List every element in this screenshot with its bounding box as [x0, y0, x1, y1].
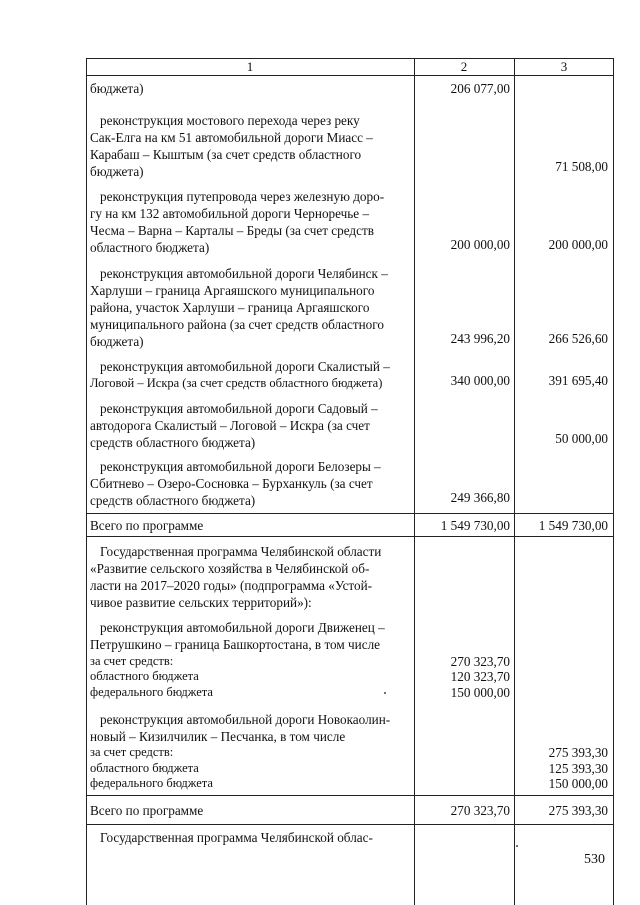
row-text-line: областного бюджета) [90, 240, 210, 255]
row-text-line: Харлуши – граница Аргаяшского муниципального [90, 283, 375, 298]
program-heading-line: чивое развитие сельских территорий»): [90, 595, 312, 610]
row-text-line: Карабаш – Кыштым (за счет средств областного [90, 147, 362, 162]
row-border [86, 795, 614, 796]
row-text-line: областного бюджета [90, 669, 199, 683]
row-text-line: реконструкция автомобильной дороги Скалистый – [100, 359, 390, 374]
value-col-2: 120 323,70 [450, 669, 510, 684]
row-text-line: бюджета) [90, 164, 144, 179]
total-label: Всего по программе [90, 518, 204, 533]
header-bottom-border [86, 75, 614, 76]
value-col-3: 50 000,00 [555, 431, 608, 446]
row-text-line: реконструкция автомобильной дороги Белозеры – [100, 459, 381, 474]
row-text-line: реконструкция автомобильной дороги Челябинск – [100, 266, 388, 281]
row-border [86, 824, 614, 825]
value-col-3: 71 508,00 [555, 159, 608, 174]
column-divider [514, 58, 515, 905]
row-text-line: федерального бюджета [90, 685, 213, 699]
value-col-3: 266 526,60 [548, 331, 608, 346]
value-col-3: 125 393,30 [548, 761, 608, 776]
row-text-line: средств областного бюджета) [90, 435, 256, 450]
value-col-2: 340 000,00 [450, 373, 510, 388]
row-text-line: реконструкция автомобильной дороги Движенец – [100, 620, 385, 635]
total-col-3: 1 549 730,00 [538, 518, 608, 533]
scan-speck [516, 845, 518, 847]
value-col-2: 200 000,00 [450, 237, 510, 252]
row-border [86, 513, 614, 514]
row-text-line: Сбитнево – Озеро-Сосновка – Бурханкуль (за счет [90, 476, 373, 491]
row-text-line: за счет средств: [90, 654, 174, 668]
total-label: Всего по программе [90, 803, 204, 818]
total-col-2: 270 323,70 [450, 803, 510, 818]
value-col-2: 249 366,80 [450, 490, 510, 505]
row-text-line: реконструкция автомобильной дороги Новокаолин- [100, 712, 391, 727]
row-text-line: бюджета) [90, 81, 144, 96]
page-number: 530 [584, 852, 605, 867]
header-col-3: 3 [560, 59, 568, 74]
value-col-2: 270 323,70 [450, 654, 510, 669]
total-col-2: 1 549 730,00 [440, 518, 510, 533]
row-text-line: за счет средств: [90, 745, 174, 759]
value-col-3: 275 393,30 [548, 745, 608, 760]
row-text-line: новый – Кизилчилик – Песчанка, в том числе [90, 729, 346, 744]
row-text-line: Сак-Елга на км 51 автомобильной дороги Миасс – [90, 130, 373, 145]
row-text-line: Логовой – Искра (за счет средств областного бюджета) [90, 376, 383, 390]
row-text-line: областного бюджета [90, 761, 199, 775]
program-heading-line: «Развитие сельского хозяйства в Челябинской об- [90, 561, 370, 576]
row-text-line: муниципального района (за счет средств областного [90, 317, 384, 332]
value-col-3: 391 695,40 [548, 373, 608, 388]
row-text-line: реконструкция путепровода через железную доро- [100, 189, 385, 204]
program-heading-line: ласти на 2017–2020 годы» (подпрограмма «Устой- [90, 578, 373, 593]
row-text-line: бюджета) [90, 334, 144, 349]
budget-table [86, 58, 614, 905]
header-col-1: 1 [246, 59, 254, 74]
row-text-line: реконструкция мостового перехода через реку [100, 113, 360, 128]
scan-speck [384, 692, 386, 694]
row-text-line: Чесма – Варна – Карталы – Бреды (за счет средств [90, 223, 374, 238]
row-text-line: реконструкция автомобильной дороги Садовый – [100, 401, 378, 416]
row-text-line: гу на км 132 автомобильной дороги Черноречье – [90, 206, 370, 221]
value-col-3: 200 000,00 [548, 237, 608, 252]
table-top-border [86, 58, 614, 59]
row-border [86, 536, 614, 537]
row-text-line: средств областного бюджета) [90, 493, 256, 508]
row-text-line: федерального бюджета [90, 776, 213, 790]
value-col-3: 150 000,00 [548, 776, 608, 791]
row-text-line: автодорога Скалистый – Логовой – Искра (за счет [90, 418, 370, 433]
row-text-line: Петрушкино – граница Башкортостана, в том числе [90, 637, 381, 652]
total-col-3: 275 393,30 [548, 803, 608, 818]
table-left-border [86, 58, 87, 905]
header-col-2: 2 [460, 59, 468, 74]
program-heading-line: Государственная программа Челябинской области [100, 544, 382, 559]
value-col-2: 206 077,00 [450, 81, 510, 96]
row-text-line: района, участок Харлуши – граница Аргаяшского [90, 300, 370, 315]
table-right-border [613, 58, 614, 905]
value-col-2: 243 996,20 [450, 331, 510, 346]
column-divider [414, 58, 415, 905]
program-heading-line: Государственная программа Челябинской облас- [100, 830, 373, 845]
value-col-2: 150 000,00 [450, 685, 510, 700]
